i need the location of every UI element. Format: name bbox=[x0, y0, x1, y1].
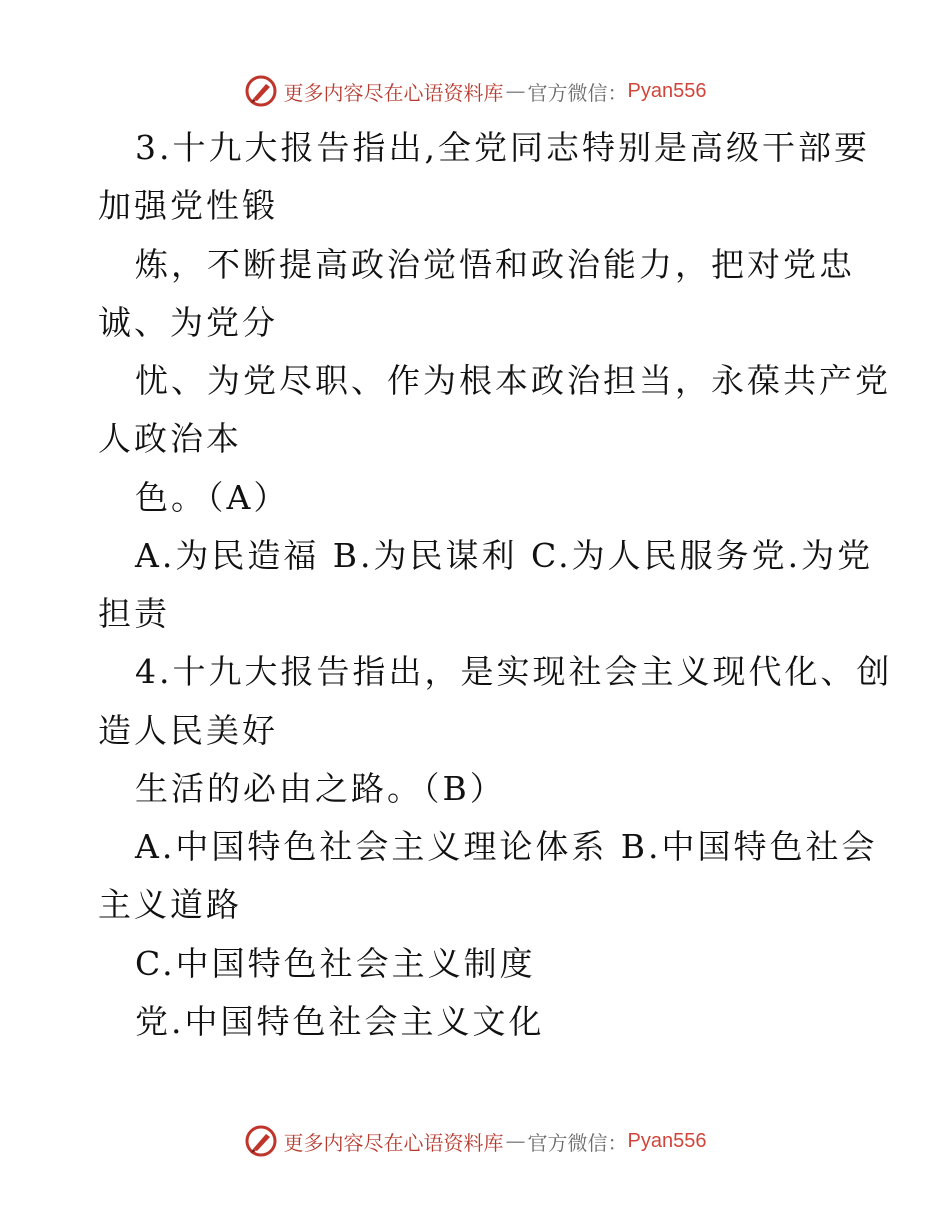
text-line: 生活的必由之路。（B） bbox=[135, 769, 506, 808]
watermark-wechat-label: 官方微信： bbox=[527, 1130, 628, 1155]
text-line: C.中国特色社会主义制度 bbox=[135, 944, 536, 983]
watermark-wechat-id: Pyan556 bbox=[627, 1129, 707, 1152]
watermark-text: 更多内容尽在心语资料库 bbox=[283, 80, 504, 105]
watermark-wechat-label: 官方微信： bbox=[527, 80, 628, 105]
text-line: 主义道路 bbox=[98, 885, 242, 924]
watermark-text: 更多内容尽在心语资料库 bbox=[283, 1130, 504, 1155]
text-line: 诚、为党分 bbox=[98, 303, 278, 342]
text-line: 人政治本 bbox=[98, 419, 242, 458]
text-line: 忧、为党尽职、作为根本政治担当，永葆共产党 bbox=[135, 361, 891, 400]
text-line: 加强党性锻 bbox=[98, 186, 278, 225]
text-line: 3.十九大报告指出,全党同志特别是高级干部要 bbox=[135, 128, 870, 167]
text-line: 色。（A） bbox=[135, 478, 290, 517]
pen-logo-icon bbox=[244, 1124, 278, 1158]
text-line: 4.十九大报告指出，是实现社会主义现代化、创 bbox=[135, 652, 893, 691]
text-line: 炼，不断提高政治觉悟和政治能力，把对党忠 bbox=[135, 245, 855, 284]
header-watermark bbox=[0, 74, 950, 108]
watermark-separator: — bbox=[505, 79, 526, 103]
text-line: 党.中国特色社会主义文化 bbox=[135, 1002, 545, 1041]
pen-logo-icon bbox=[244, 74, 278, 108]
text-line: 造人民美好 bbox=[98, 711, 278, 750]
footer-watermark bbox=[0, 1124, 950, 1158]
text-line: A.中国特色社会主义理论体系 B.中国特色社会 bbox=[135, 827, 878, 866]
text-line: A.为民造福 B.为民谋利 C.为人民服务党.为党 bbox=[135, 536, 874, 575]
watermark-wechat-id: Pyan556 bbox=[627, 79, 707, 102]
text-line: 担责 bbox=[98, 594, 170, 633]
watermark-separator: — bbox=[505, 1129, 526, 1153]
